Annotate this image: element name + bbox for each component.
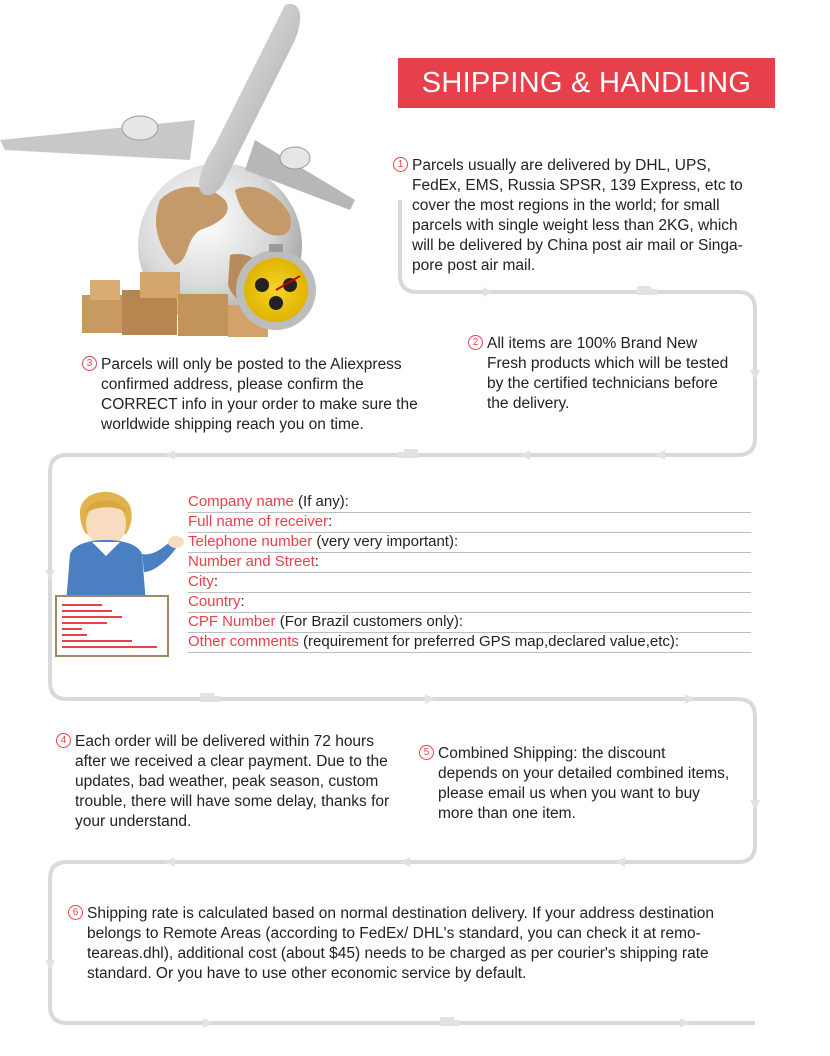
item-line: updates, bad weather, peak season, custom xyxy=(75,773,379,790)
item-line: please email us when you want to buy xyxy=(438,785,700,802)
arrow-icon xyxy=(203,1018,213,1028)
item-line: teareas.dhl), additional cost (about $45) needs to be charged as per courier's shipping rate xyxy=(87,945,709,962)
item-line: Combined Shipping: the discount xyxy=(438,745,666,762)
item-line: depends on your detailed combined items, xyxy=(438,765,730,782)
clerk-illustration xyxy=(50,484,190,662)
form-row-street xyxy=(188,552,751,573)
item-line: Fresh products which will be tested xyxy=(487,355,729,372)
item-line: All items are 100% Brand New xyxy=(487,335,698,352)
form-row-telephone xyxy=(188,532,751,553)
arrow-icon xyxy=(165,857,175,867)
form-label: Other comments xyxy=(188,633,299,650)
arrow-icon xyxy=(655,450,665,460)
form-label: Country xyxy=(188,593,241,610)
item-5 xyxy=(423,744,748,824)
truck-icon xyxy=(200,693,220,702)
truck-icon xyxy=(398,449,418,458)
item-line: your understand. xyxy=(75,813,192,830)
arrow-icon xyxy=(483,287,493,297)
item-line: more than one item. xyxy=(438,805,576,822)
item-line: Parcels usually are delivered by DHL, UPS, xyxy=(412,157,711,174)
form-note: (requirement for preferred GPS map,declared value,etc): xyxy=(298,633,680,650)
item-number: 5 xyxy=(419,745,434,760)
form-row-comments xyxy=(188,632,751,653)
form-note: : xyxy=(314,553,319,570)
truck-icon xyxy=(637,286,657,295)
form-row-cpf xyxy=(188,612,751,633)
arrow-icon xyxy=(400,857,410,867)
item-line: cover the most regions in the world; for small xyxy=(412,197,720,214)
arrow-icon xyxy=(615,857,625,867)
item-line: will be delivered by China post air mail or Singa- xyxy=(412,237,743,254)
arrow-icon xyxy=(520,450,530,460)
arrow-icon xyxy=(45,960,55,970)
page-title: SHIPPING & HANDLING xyxy=(398,58,775,108)
item-line: parcels with single weight less than 2KG, which xyxy=(412,217,738,234)
item-line: Shipping rate is calculated based on normal destination delivery. If your address destination xyxy=(87,905,714,922)
form-note: (If any): xyxy=(293,493,349,510)
item-number: 3 xyxy=(82,356,97,371)
form-label: Company name xyxy=(188,493,294,510)
form-row-country xyxy=(188,592,751,613)
form-label: Number and Street xyxy=(188,553,315,570)
arrow-icon xyxy=(685,694,695,704)
item-4 xyxy=(60,732,415,832)
arrow-icon xyxy=(680,1018,690,1028)
item-line: confirmed address, please confirm the xyxy=(101,376,364,393)
item-line: standard. Or you have to use other economic service by default. xyxy=(87,965,527,982)
form-note: (very very important): xyxy=(312,533,459,550)
truck-icon xyxy=(440,1017,460,1026)
item-number: 4 xyxy=(56,733,71,748)
form-note: : xyxy=(213,573,219,590)
item-line: Each order will be delivered within 72 hours xyxy=(75,733,374,750)
form-row-city xyxy=(188,572,751,593)
item-line: Parcels will only be posted to the Aliexpress xyxy=(101,356,402,373)
item-1 xyxy=(397,156,762,276)
item-line: trouble, there will have some delay, thanks for xyxy=(75,793,390,810)
form-note: (For Brazil customers only): xyxy=(275,613,464,630)
item-line: belongs to Remote Areas (according to FedEx/ DHL's standard, you can check it at remo- xyxy=(87,925,701,942)
arrow-icon xyxy=(750,370,760,380)
item-line: CORRECT info in your order to make sure the xyxy=(101,396,418,413)
item-line: worldwide shipping reach you on time. xyxy=(101,416,364,433)
arrow-icon xyxy=(165,450,175,460)
item-3 xyxy=(86,355,441,435)
item-number: 6 xyxy=(68,905,83,920)
form-row-full-name xyxy=(188,512,751,533)
form-note: : xyxy=(328,513,333,530)
item-2 xyxy=(472,334,747,414)
form-row-company-name xyxy=(188,492,751,513)
item-line: after we received a clear payment. Due to the xyxy=(75,753,388,770)
item-number: 1 xyxy=(393,157,408,172)
form-label: Telephone number xyxy=(188,533,313,550)
item-line: pore post air mail. xyxy=(412,257,536,274)
item-6 xyxy=(72,904,757,984)
item-line: by the certified technicians before xyxy=(487,375,718,392)
arrow-icon xyxy=(750,800,760,810)
item-line: the delivery. xyxy=(487,395,570,412)
form-label: Full name of receiver xyxy=(188,513,329,530)
form-label: City xyxy=(188,573,214,590)
form-label: CPF Number xyxy=(188,613,276,630)
item-line: FedEx, EMS, Russia SPSR, 139 Express, etc to xyxy=(412,177,743,194)
form-note: : xyxy=(240,593,245,610)
item-number: 2 xyxy=(468,335,483,350)
arrow-icon xyxy=(425,694,435,704)
